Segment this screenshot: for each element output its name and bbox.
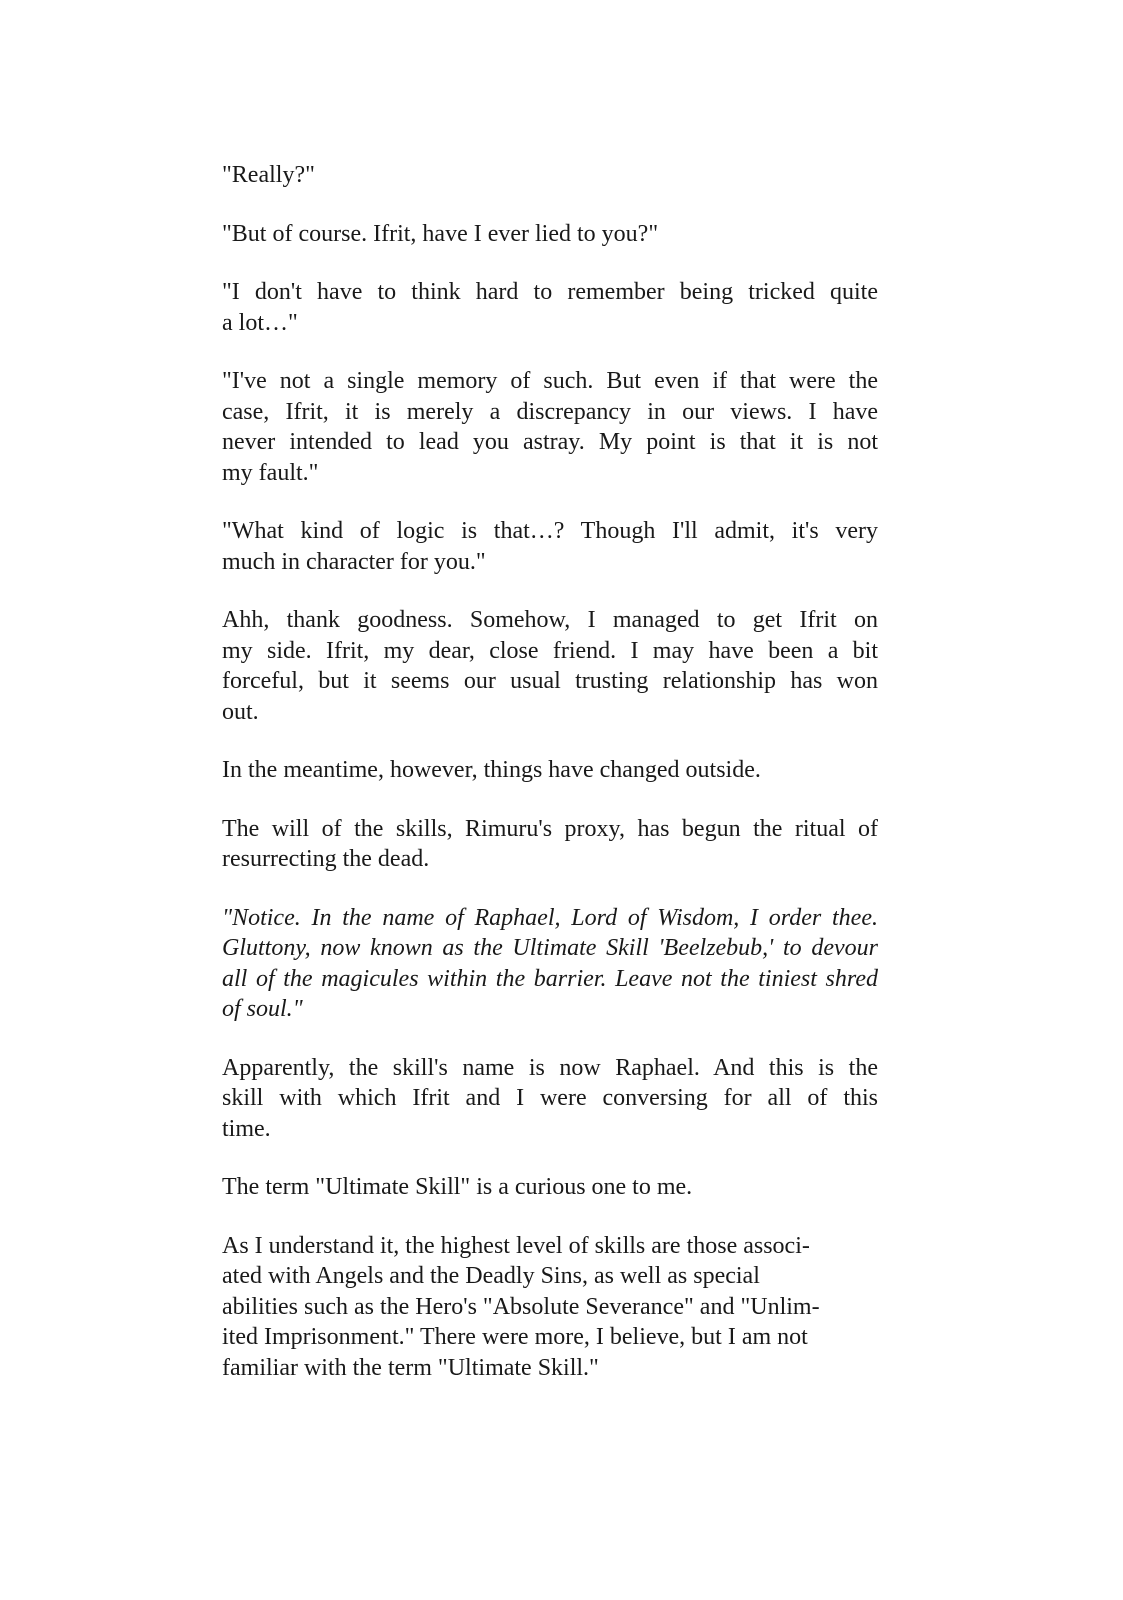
text-line: "Really?" (222, 162, 315, 188)
text-line: ited Imprisonment." There were more, I believe, but I am not (222, 1324, 808, 1350)
text-line: Ahh, thank goodness. Somehow, I managed to get Ifrit on (222, 607, 878, 633)
page-text (222, 160, 878, 1411)
paragraph (222, 1231, 878, 1384)
text-line: much in character for you." (222, 548, 486, 575)
text-line: The will of the skills, Rimuru's proxy, has begun the ritual of (222, 815, 878, 842)
text-line: "What kind of logic is that…? Though I'll admit, it's very (222, 518, 878, 544)
text-line: forceful, but it seems our usual trusting relationship has won (222, 668, 878, 694)
text-line: all of the magicules within the barrier. Leave not the tiniest shred (222, 965, 878, 992)
text-line: "I've not a single memory of such. But even if that were the (222, 368, 878, 394)
text-line: "I don't have to think hard to remember being tricked quite (222, 279, 878, 305)
text-line: my fault." (222, 459, 319, 486)
paragraph (222, 814, 878, 875)
text-line: In the meantime, however, things have changed outside. (222, 757, 761, 783)
paragraph (222, 366, 878, 488)
text-line: "Notice. In the name of Raphael, Lord of Wisdom, I order thee. (222, 904, 878, 931)
text-line: case, Ifrit, it is merely a discrepancy in our views. I have (222, 398, 878, 425)
paragraph (222, 516, 878, 577)
paragraph (222, 277, 878, 338)
text-line: ated with Angels and the Deadly Sins, as well as special (222, 1263, 760, 1289)
paragraph-italic-notice (222, 903, 878, 1025)
paragraph (222, 1053, 878, 1145)
text-line: time. (222, 1115, 271, 1142)
paragraph (222, 1172, 878, 1203)
text-line: Gluttony, now known as the Ultimate Skill 'Beelzebub,' to devour (222, 935, 878, 961)
text-line: As I understand it, the highest level of skills are those associ- (222, 1232, 810, 1259)
text-line: never intended to lead you astray. My point is that it is not (222, 429, 878, 455)
text-line: my side. Ifrit, my dear, close friend. I may have been a bit (222, 637, 878, 664)
paragraph (222, 160, 878, 191)
text-line: resurrecting the dead. (222, 846, 430, 872)
paragraph (222, 755, 878, 786)
paragraph (222, 605, 878, 727)
text-line: a lot…" (222, 309, 298, 336)
text-line: "But of course. Ifrit, have I ever lied to you?" (222, 220, 659, 247)
paragraph (222, 219, 878, 250)
text-line: abilities such as the Hero's "Absolute Severance" and "Unlim- (222, 1293, 820, 1320)
text-line: familiar with the term "Ultimate Skill." (222, 1354, 599, 1381)
text-line: of soul." (222, 996, 303, 1022)
text-line: The term "Ultimate Skill" is a curious one to me. (222, 1174, 693, 1200)
text-line: Apparently, the skill's name is now Raphael. And this is the (222, 1054, 878, 1081)
text-line: out. (222, 698, 259, 725)
text-line: skill with which Ifrit and I were conversing for all of this (222, 1085, 878, 1111)
